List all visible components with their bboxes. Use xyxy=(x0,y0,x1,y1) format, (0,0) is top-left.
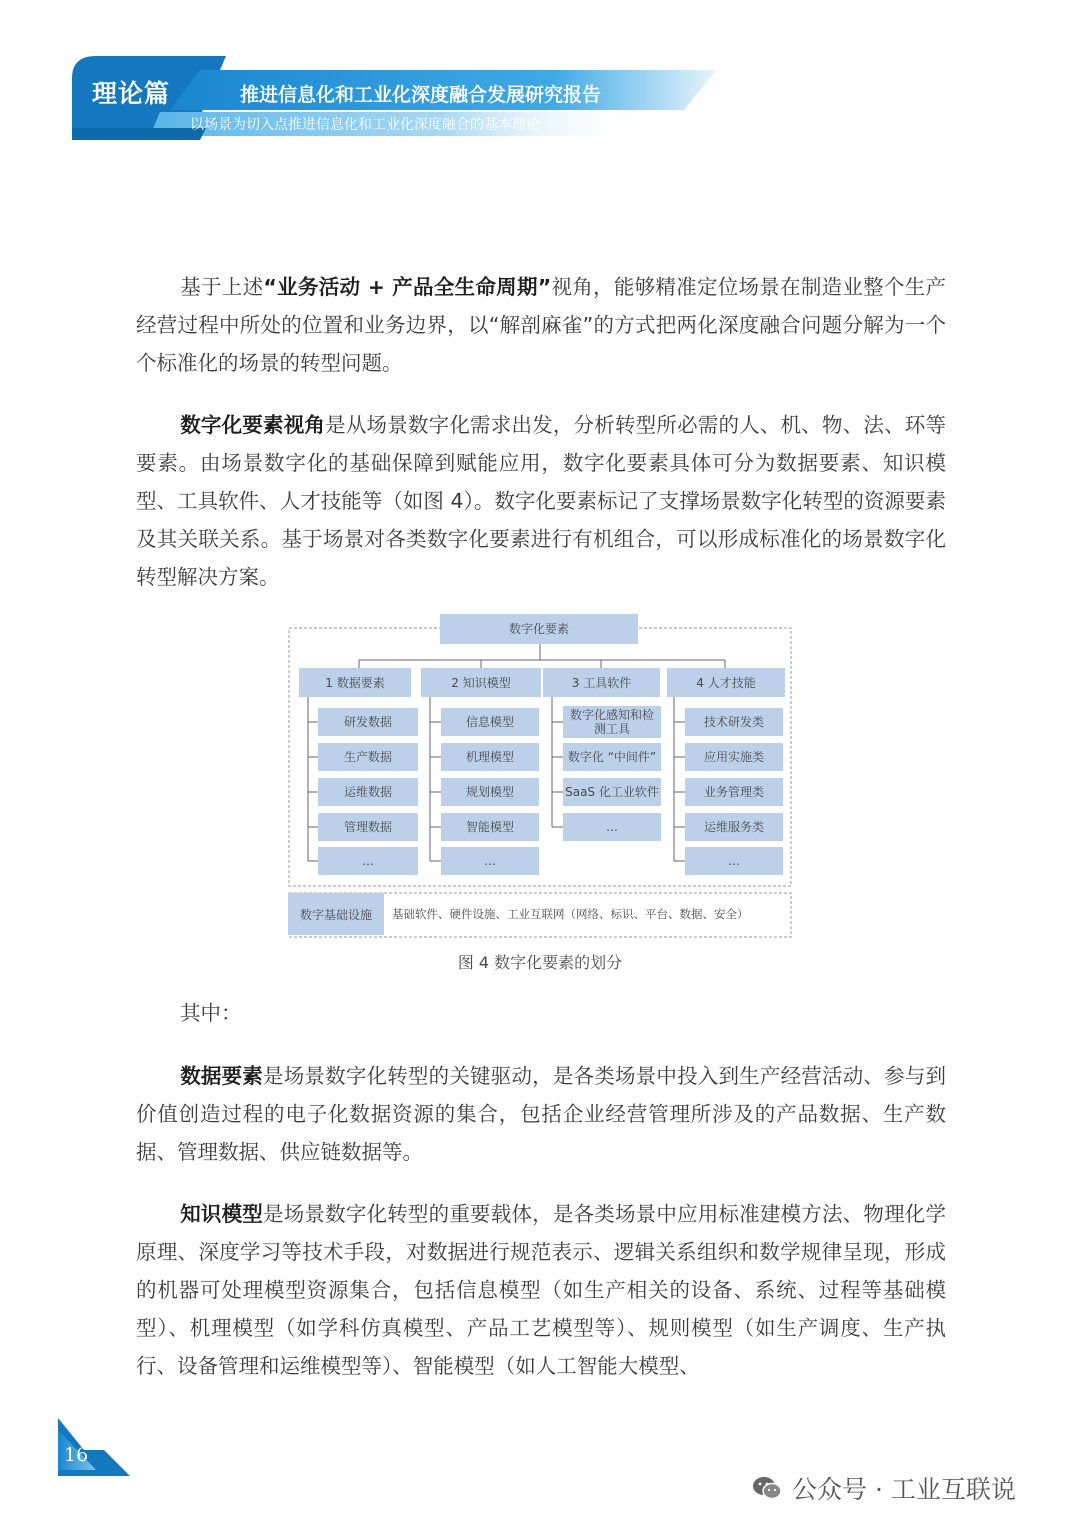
column-header-talent: 4 人才技能 xyxy=(667,668,785,697)
list-item: 数字化感知和检测工具 xyxy=(563,706,661,738)
paragraph-4-bold: 数据要素 xyxy=(180,1064,264,1088)
list-item: … xyxy=(563,813,661,841)
paragraph-4-post: 是场景数字化转型的关键驱动，是各类场景中投入到生产经营活动、参与到价值创造过程的电子化数据资源的集合，包括企业经营管理所涉及的产品数据、生产数据、管理数据、供应链数据等。 xyxy=(136,1064,947,1164)
paragraph-5 xyxy=(136,1195,946,1385)
list-item: 智能模型 xyxy=(441,813,539,841)
chapter-subtitle: 以场景为切入点推进信息化和工业化深度融合的基本理论 xyxy=(190,117,540,133)
wechat-icon xyxy=(752,1475,782,1501)
paragraph-1-post: 视角，能够精准定位场景在制造业整个生产经营过程中所处的位置和业务边界，以“解剖麻雀”的方式把两化深度融合问题分解为一个个标准化的场景的转型问题。 xyxy=(136,275,947,375)
paragraph-5-post: 是场景数字化转型的重要载体，是各类场景中应用标准建模方法、物理化学原理、深度学习等技术手段，对数据进行规范表示、逻辑关系组织和数学规律呈现，形成的机器可处理模型资源集合，包括信息模型（如生产相关的设备、系统、过程等基础模型）、机理模型（如学科仿真模型、产品工艺模型等）、规则模型（如生产调度、生产执行、设备管理和运维模型等）、智能模型（如人工智能大模型、 xyxy=(136,1202,947,1378)
list-item: 应用实施类 xyxy=(685,743,783,771)
list-item: 生产数据 xyxy=(318,743,418,771)
paragraph-2 xyxy=(136,406,946,596)
figure-caption: 图 4 数字化要素的划分 xyxy=(457,953,623,972)
column-header-data: 1 数据要素 xyxy=(299,668,411,697)
report-title: 推进信息化和工业化深度融合发展研究报告 xyxy=(240,84,602,106)
list-item: 信息模型 xyxy=(441,708,539,736)
page-number: 16 xyxy=(64,1444,89,1466)
paragraph-2-bold: 数字化要素视角 xyxy=(180,413,326,437)
list-item: 研发数据 xyxy=(318,708,418,736)
list-item: 机理模型 xyxy=(441,743,539,771)
paragraph-2-post: 是从场景数字化需求出发，分析转型所必需的人、机、物、法、环等要素。由场景数字化的基础保障到赋能应用，数字化要素具体可分为数据要素、知识模型、工具软件、人才技能等（如图 4）。数字化要素标记了支撑场景数字化转型的资源要素及其关联关系。基于场景对各类数字化要素进行有机组合，可以形成标准化的场景数字化转型解决方案。 xyxy=(136,413,947,589)
watermark-text: 公众号 · 工业互联说 xyxy=(792,1475,1016,1504)
paragraph-5-bold: 知识模型 xyxy=(180,1202,264,1226)
paragraph-3: 其中： xyxy=(180,1001,242,1025)
figure-connectors xyxy=(288,612,792,938)
list-item: 运维服务类 xyxy=(685,813,783,841)
watermark xyxy=(752,1470,1016,1506)
column-header-tools: 3 工具软件 xyxy=(543,668,660,697)
list-item: 数字化 “中间件” xyxy=(563,743,661,771)
list-item: 管理数据 xyxy=(318,813,418,841)
header-banner xyxy=(0,0,1080,160)
list-item: … xyxy=(685,847,783,875)
root-box: 数字化要素 xyxy=(440,614,638,644)
column-header-knowledge: 2 知识模型 xyxy=(421,668,541,697)
list-item: … xyxy=(318,847,418,875)
list-item: 运维数据 xyxy=(318,778,418,806)
list-item: SaaS 化工业软件 xyxy=(563,778,661,806)
list-item: … xyxy=(441,847,539,875)
list-item: 业务管理类 xyxy=(685,778,783,806)
figure-digital-elements xyxy=(288,612,792,938)
paragraph-4 xyxy=(136,1057,946,1171)
list-item: 技术研发类 xyxy=(685,708,783,736)
infrastructure-label: 数字基础设施 xyxy=(288,893,384,935)
paragraph-1-bold: “业务活动 + 产品全生命周期” xyxy=(263,275,552,299)
infrastructure-text: 基础软件、硬件设施、工业互联网（网络、标识、平台、数据、安全） xyxy=(392,907,749,921)
list-item: 规划模型 xyxy=(441,778,539,806)
paragraph-1 xyxy=(136,268,946,382)
section-label: 理论篇 xyxy=(92,79,171,108)
paragraph-1-pre: 基于上述 xyxy=(180,275,264,299)
